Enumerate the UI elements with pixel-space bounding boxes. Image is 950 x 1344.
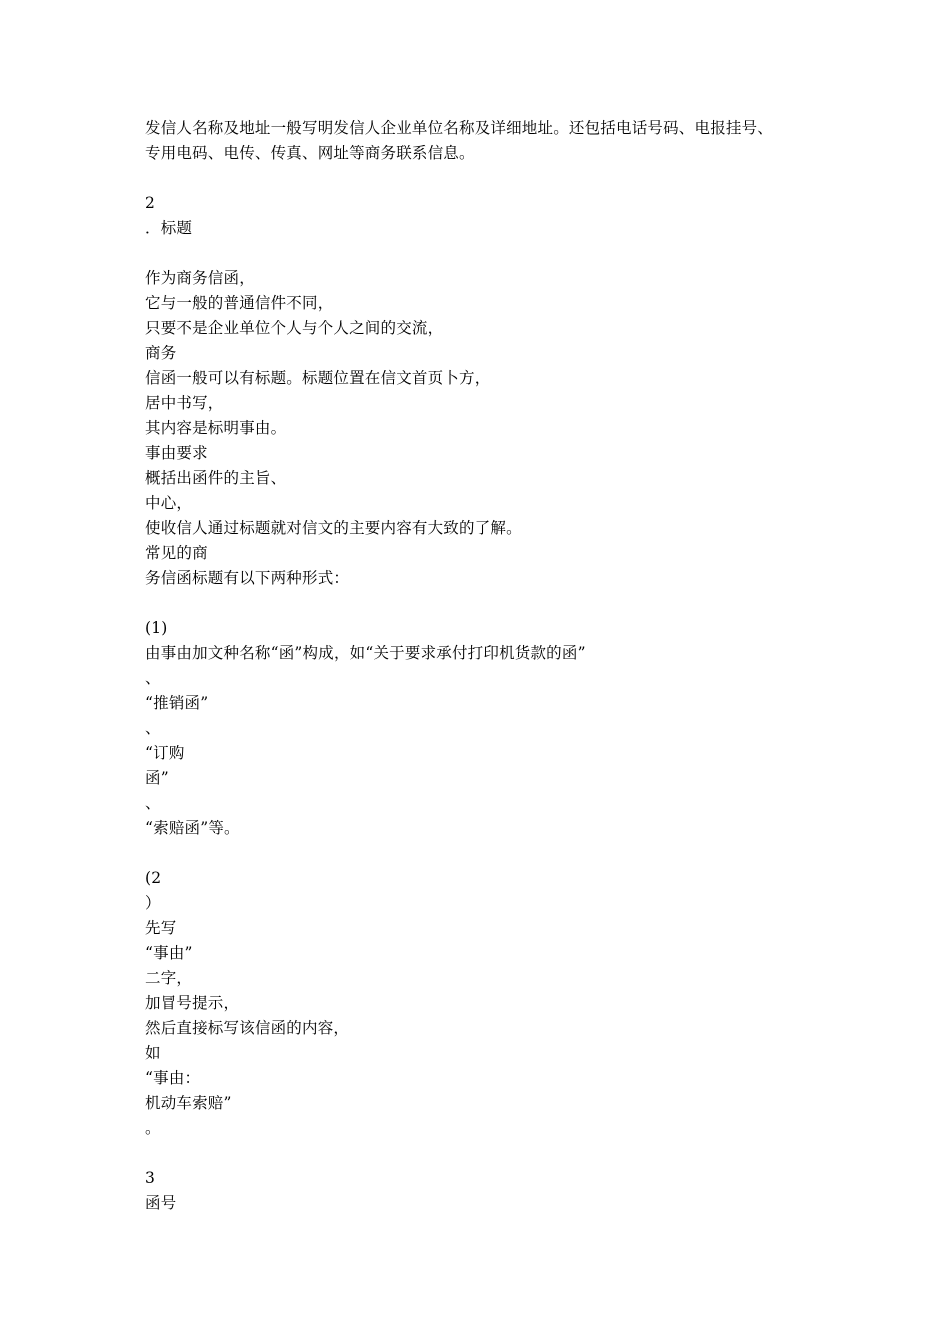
paragraph-line: 。 (145, 1119, 161, 1137)
list-marker: (2 (145, 869, 162, 887)
paragraph-line: 然后直接标写该信函的内容， (145, 1019, 350, 1037)
paragraph-line: 务信函标题有以下两种形式： (145, 569, 350, 587)
paragraph-line: 中心， (145, 494, 193, 512)
paragraph-line: 加冒号提示， (145, 994, 240, 1012)
paragraph-line: “订购 (145, 744, 185, 762)
paragraph-line: 函” (145, 769, 169, 787)
paragraph-line: 由事由加文种名称“函”构成，如“关于要求承付打印机货款的函” (145, 644, 586, 662)
paragraph-line: 、 (145, 719, 161, 737)
paragraph-line: 二字， (145, 969, 193, 987)
paragraph-line: “事由： (145, 1069, 201, 1087)
paragraph-line: 使收信人通过标题就对信文的主要内容有大致的了解。 (145, 519, 522, 537)
paragraph-line: 机动车索赔” (145, 1094, 232, 1112)
paragraph-line: 先写 (145, 919, 177, 937)
paragraph-line: 发信人名称及地址一般写明发信人企业单位名称及详细地址。还包括电话号码、电报挂号、 (145, 119, 774, 137)
paragraph-line: 专用电码、电传、传真、网址等商务联系信息。 (145, 144, 475, 162)
section-heading: ．标题 (145, 219, 193, 237)
paragraph-line: 其内容是标明事由。 (145, 419, 287, 437)
section-heading: 函号 (145, 1194, 177, 1212)
section-number: 2 (145, 194, 156, 212)
paragraph-line: 只要不是企业单位个人与个人之间的交流， (145, 319, 444, 337)
paragraph-line: 作为商务信函， (145, 269, 255, 287)
list-marker: ） (145, 894, 161, 912)
paragraph-line: “推销函” (145, 694, 209, 712)
paragraph-line: 信函一般可以有标题。标题位置在信文首页卜方， (145, 369, 491, 387)
paragraph-line: “事由” (145, 944, 193, 962)
paragraph-line: 商务 (145, 344, 177, 362)
paragraph-line: 事由要求 (145, 444, 208, 462)
paragraph-line: 概括出函件的主旨、 (145, 469, 287, 487)
paragraph-line: 、 (145, 794, 161, 812)
paragraph-line: “索赔函”等。 (145, 819, 240, 837)
paragraph-line: 它与一般的普通信件不同， (145, 294, 334, 312)
paragraph-line: 居中书写， (145, 394, 224, 412)
section-number: 3 (145, 1169, 156, 1187)
paragraph-line: 、 (145, 669, 161, 687)
paragraph-line: 如 (145, 1044, 161, 1062)
list-marker: (1) (145, 619, 168, 637)
paragraph-line: 常见的商 (145, 544, 208, 562)
